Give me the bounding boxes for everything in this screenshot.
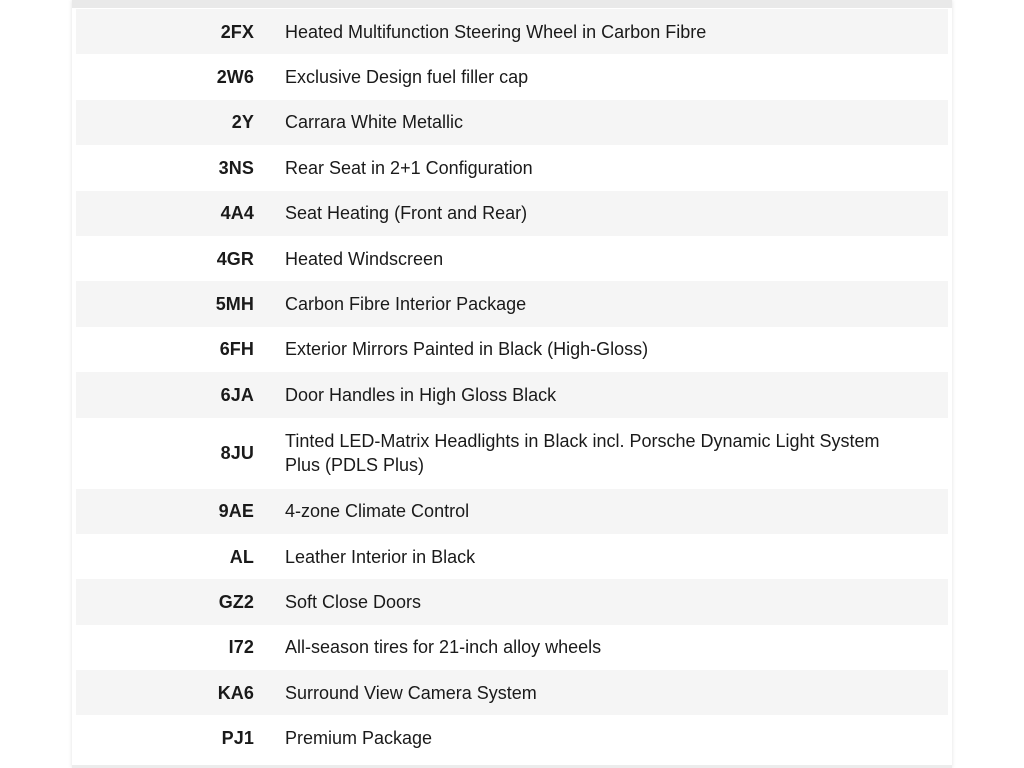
option-code: AL: [229, 546, 254, 567]
table-row: [76, 9, 948, 54]
option-description: Premium Package: [285, 728, 433, 749]
option-description: Surround View Camera System: [285, 682, 537, 703]
table-row: [76, 54, 948, 99]
option-code: 6JA: [220, 384, 254, 405]
table-row: [76, 534, 948, 579]
option-description: Tinted LED-Matrix Headlights in Black incl. Porsche Dynamic Light System Plus (PDLS Plus): [285, 431, 880, 476]
table-row: [76, 715, 948, 760]
option-description: Soft Close Doors: [285, 591, 422, 612]
table-row: [76, 372, 948, 417]
table-row: [76, 191, 948, 236]
options-list-card: [72, 0, 952, 768]
option-code: KA6: [217, 682, 254, 703]
option-description: Rear Seat in 2+1 Configuration: [285, 157, 533, 178]
table-row: [76, 625, 948, 670]
table-row: [76, 489, 948, 534]
option-code: 9AE: [218, 501, 254, 522]
card-top-band: [72, 0, 952, 8]
option-description: Leather Interior in Black: [285, 546, 476, 567]
option-code: 5MH: [215, 294, 254, 315]
table-row: [76, 281, 948, 326]
option-description: Seat Heating (Front and Rear): [285, 203, 528, 224]
option-description: Carrara White Metallic: [285, 112, 464, 133]
option-code: 4A4: [220, 203, 254, 224]
option-description: Heated Multifunction Steering Wheel in Carbon Fibre: [285, 21, 707, 42]
table-row: [76, 100, 948, 145]
option-code: 8JU: [220, 443, 254, 464]
table-row: [76, 579, 948, 624]
option-code: I72: [228, 637, 254, 658]
option-description: 4-zone Climate Control: [285, 501, 470, 522]
table-row: [76, 236, 948, 281]
option-code: GZ2: [218, 591, 254, 612]
option-code: 4GR: [216, 248, 254, 269]
table-row: [76, 327, 948, 372]
option-description: All-season tires for 21-inch alloy wheels: [285, 637, 602, 658]
option-description: Carbon Fibre Interior Package: [285, 294, 527, 315]
table-row: [76, 418, 948, 489]
option-description: Door Handles in High Gloss Black: [285, 384, 557, 405]
option-description: Exterior Mirrors Painted in Black (High-Gloss): [285, 339, 649, 360]
table-row: [76, 145, 948, 190]
option-description: Exclusive Design fuel filler cap: [285, 67, 529, 88]
option-code: 2FX: [220, 21, 254, 42]
option-code: 3NS: [218, 157, 254, 178]
table-row: [76, 670, 948, 715]
option-code: 6FH: [219, 339, 254, 360]
option-code: 2Y: [231, 112, 254, 133]
option-code: PJ1: [221, 728, 254, 749]
option-description: Heated Windscreen: [285, 248, 444, 269]
options-table: [76, 9, 948, 761]
option-code: 2W6: [216, 67, 254, 88]
